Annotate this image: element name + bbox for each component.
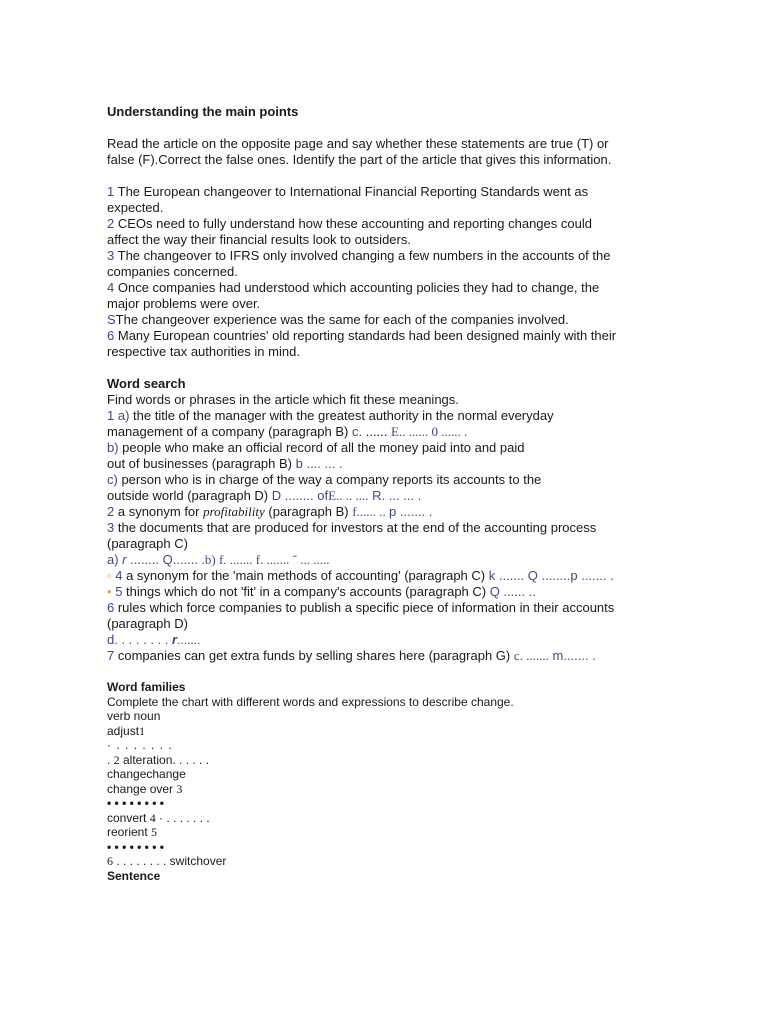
word-search-5: • 5 things which do not 'fit' in a company's accounts (paragraph C) Q ...... .. (107, 584, 536, 599)
section-heading-word-search: Word search (107, 376, 186, 391)
word-search-1a-cont: management of a company (paragraph B) c. ...... E.. ...... 0 ...... . (107, 424, 468, 439)
row-bullets-1: • • • • • • • • (107, 796, 164, 810)
statement-1: 1 The European changeover to International Financial Reporting Standards went as (107, 184, 589, 199)
word-families-block (107, 680, 667, 883)
statement-6: 6 Many European countries' old reporting standards had been designed mainly with their (107, 328, 617, 343)
word-search-3: 3 the documents that are produced for investors at the end of the accounting process (107, 520, 597, 535)
row-alteration: . 2 alteration. . . . . . (107, 752, 210, 767)
word-search-6: 6 rules which force companies to publish a specific piece of information in their accounts (107, 600, 615, 615)
word-search-4: ◦ 4 a synonym for the 'main methods of accounting' (paragraph C) k ....... Q ........p ....... . (107, 568, 614, 583)
row-reorient: reorient 5 (107, 825, 158, 839)
row-convert: convert 4 · . . . . . . . (107, 810, 210, 825)
word-search-6-cont: (paragraph D) (107, 616, 188, 631)
word-search-3-cont: (paragraph C) (107, 536, 188, 551)
word-search-7: 7 companies can get extra funds by selling shares here (paragraph G) c. ....... m....... . (107, 648, 596, 663)
word-search-1c: c) person who is in charge of the way a company reports its accounts to the (107, 472, 542, 487)
word-search-1b-cont: out of businesses (paragraph B) b .... ... . (107, 456, 343, 471)
statement-4-cont: major problems were over. (107, 296, 261, 311)
word-search-1c-cont: outside world (paragraph D) D ........ ofE.. .. .... R. ... ... . (107, 488, 422, 503)
statement-6-cont: respective tax authorities in mind. (107, 344, 300, 359)
word-search-2: 2 a synonym for profitability (paragraph B) f...... .. p ....... . (107, 504, 433, 519)
statement-1-cont: expected. (107, 200, 164, 215)
statement-3-cont: companies concerned. (107, 264, 238, 279)
word-search-1b: b) people who make an official record of all the money paid into and paid (107, 440, 525, 455)
word-search-3-answer: a) r ........ Q....... .b) f. ....... f. ....... ˜ ... ..... (107, 552, 330, 567)
section-heading-sentence: Sentence (107, 868, 161, 883)
intro-line-2: false (F).Correct the false ones. Identify the part of the article that gives this information. (107, 152, 612, 167)
statement-2-cont: affect the way their financial results look to outsiders. (107, 232, 411, 247)
word-search-6-answer: d. . . . . . . . r....... (107, 632, 201, 647)
row-switchover: 6 . . . . . . . . switchover (107, 854, 227, 868)
word-search-intro: Find words or phrases in the article which fit these meanings. (107, 392, 459, 407)
row-change-over: change over 3 (107, 781, 183, 796)
row-dots-1: · . . . . . . . (107, 738, 173, 752)
statement-3: 3 The changeover to IFRS only involved changing a few numbers in the accounts of the (107, 248, 611, 263)
statement-list (107, 184, 667, 360)
row-adjust: adjust1 (107, 723, 146, 738)
section-heading-understanding: Understanding the main points (107, 104, 299, 119)
statement-5: SThe changeover experience was the same for each of the companies involved. (107, 312, 569, 327)
intro-line-1: Read the article on the opposite page and say whether these statements are true (T) or (107, 136, 609, 151)
word-search-1a: 1 a) the title of the manager with the greatest authority in the normal everyday (107, 408, 554, 423)
chart-header: verb noun (107, 709, 161, 723)
document-page (107, 104, 667, 883)
word-families-intro: Complete the chart with different words and expressions to describe change. (107, 694, 514, 709)
row-bullets-2: • • • • • • • • (107, 839, 164, 854)
section-heading-word-families: Word families (107, 680, 186, 694)
row-change: changechange (107, 767, 186, 781)
statement-4: 4 Once companies had understood which accounting policies they had to change, the (107, 280, 600, 295)
statement-2: 2 CEOs need to fully understand how these accounting and reporting changes could (107, 216, 592, 231)
